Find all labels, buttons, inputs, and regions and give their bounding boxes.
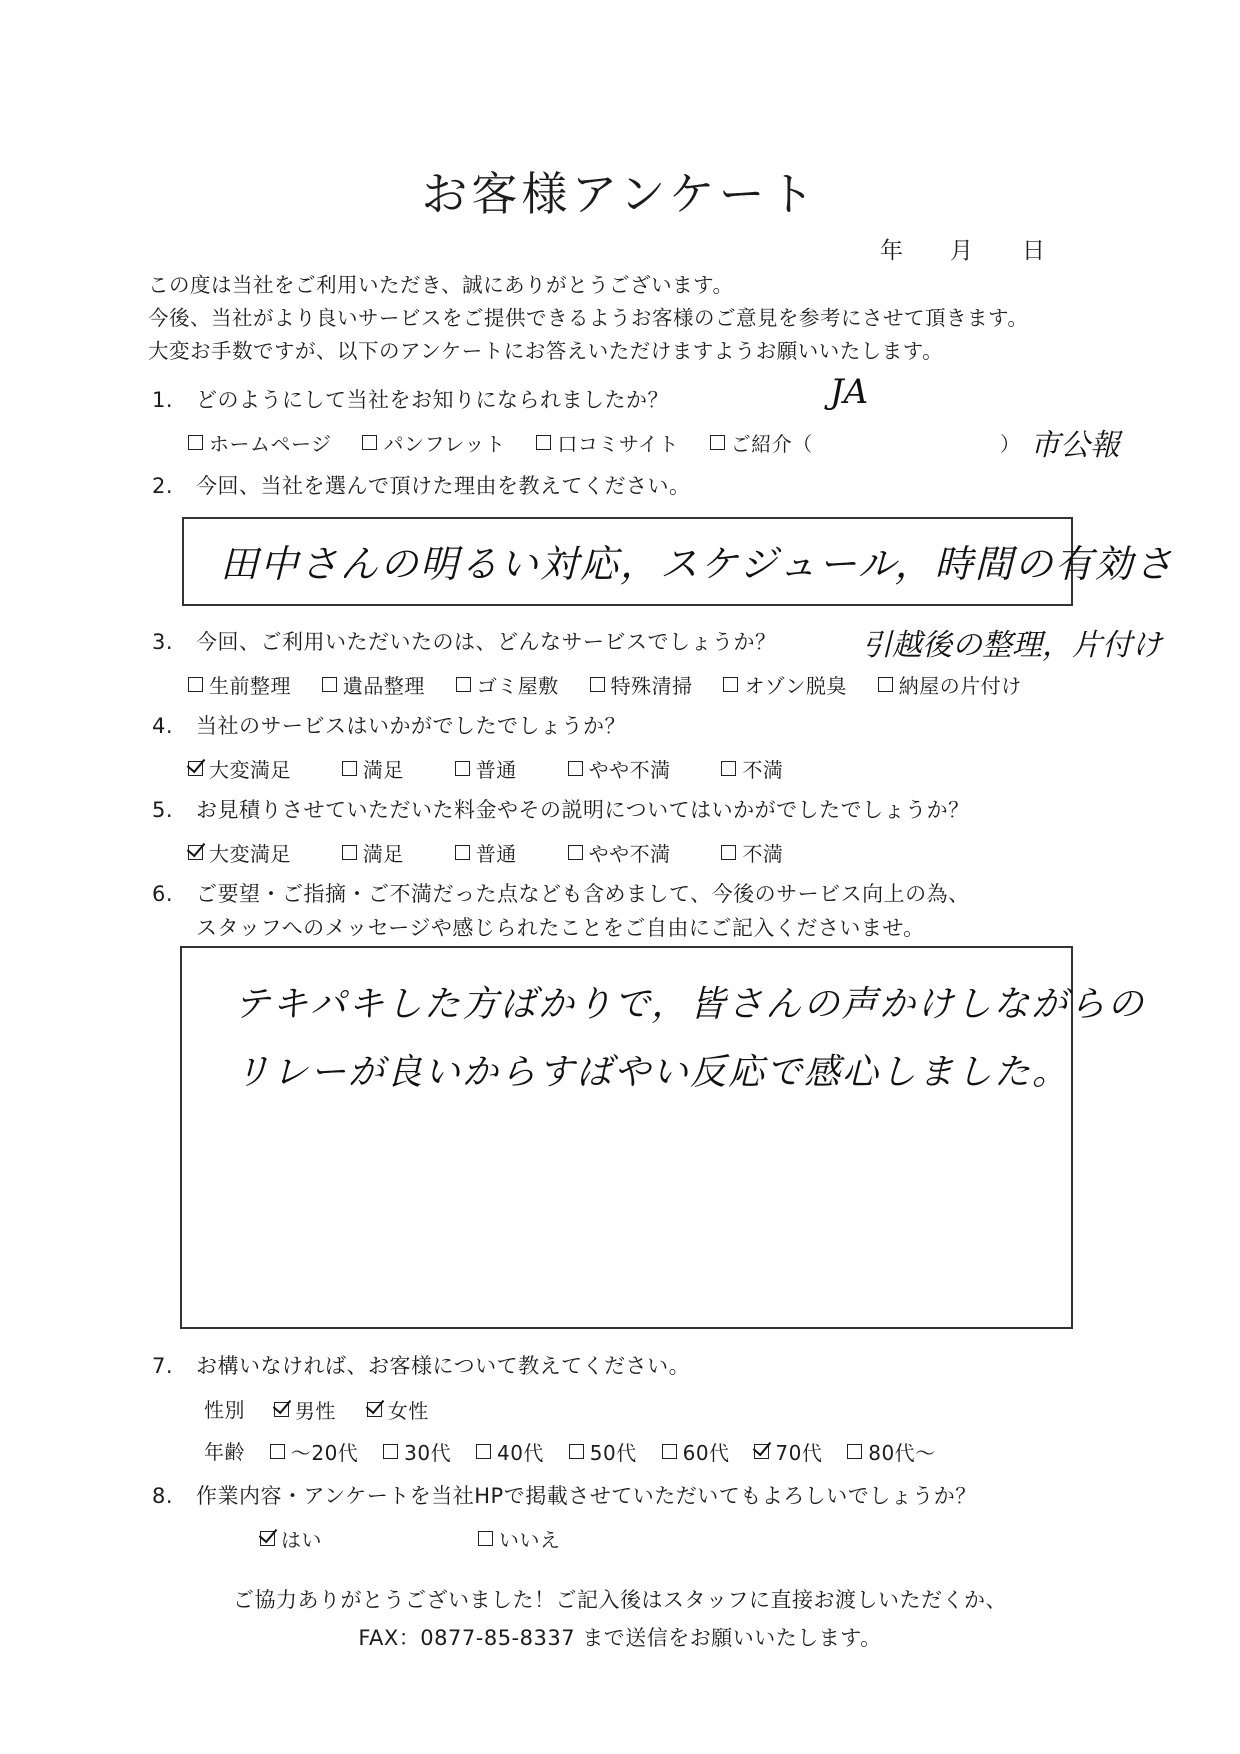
option-yes[interactable] xyxy=(260,1524,322,1553)
question-number: 8. xyxy=(152,1484,174,1508)
option-label: オゾン脱臭 xyxy=(744,674,847,698)
question-1 xyxy=(152,384,669,414)
option-label: はい xyxy=(281,1528,322,1552)
question-text: ご要望・ご指摘・ご不満だった点なども含めまして、今後のサービス向上の為、 xyxy=(196,882,970,906)
handwritten-note: JA xyxy=(830,372,869,412)
question-6 xyxy=(152,878,970,908)
gender-label: 性別 xyxy=(204,1398,245,1422)
question-6-line2: スタッフへのメッセージや感じられたことをご自由にご記入くださいませ。 xyxy=(196,916,925,940)
option-label: 30代 xyxy=(404,1441,452,1465)
checkbox[interactable] xyxy=(342,845,357,860)
q3-options xyxy=(188,670,1046,699)
option-special-cleaning[interactable] xyxy=(590,670,693,699)
checkbox[interactable] xyxy=(362,435,377,450)
answer-box-q6[interactable] xyxy=(180,946,1146,1329)
option-label: 大変満足 xyxy=(209,758,291,782)
option-somewhat-dissatisfied[interactable] xyxy=(568,754,671,783)
checkbox[interactable] xyxy=(455,845,470,860)
question-number: 5. xyxy=(152,798,174,822)
footer-line: ご協力ありがとうございました！ご記入後はスタッフに直接お渡しいただくか、 xyxy=(233,1588,1007,1612)
option-label: 不満 xyxy=(742,842,784,866)
date-day-label: 日 xyxy=(1022,238,1045,264)
option-label: 普通 xyxy=(475,758,517,782)
question-text: 作業内容・アンケートを当社HPで掲載させていただいてもよろしいでしょうか？ xyxy=(196,1484,977,1508)
option-label: 満足 xyxy=(362,758,404,782)
footer-line: FAX：0877-85-8337 まで送信をお願いいたします。 xyxy=(358,1626,882,1650)
option-label: 〜20代 xyxy=(290,1441,359,1465)
question-number: 1. xyxy=(152,388,174,412)
option-age-50s[interactable] xyxy=(569,1437,637,1466)
handwritten-note: 市公報 xyxy=(1030,428,1120,463)
paren-close: ） xyxy=(1000,432,1021,456)
checkbox[interactable] xyxy=(188,677,203,692)
option-label: 70代 xyxy=(775,1441,823,1465)
age-row xyxy=(204,1436,960,1466)
checkbox[interactable] xyxy=(569,1444,584,1459)
option-somewhat-dissatisfied[interactable] xyxy=(568,838,671,867)
checkbox[interactable] xyxy=(270,1444,285,1459)
option-very-satisfied[interactable] xyxy=(188,838,291,867)
checkbox-checked[interactable] xyxy=(754,1444,769,1459)
checkbox[interactable] xyxy=(710,435,725,450)
option-satisfied[interactable] xyxy=(342,838,404,867)
question-8 xyxy=(152,1480,977,1510)
option-male[interactable] xyxy=(274,1395,336,1424)
option-label: 女性 xyxy=(387,1399,429,1423)
date-year-label: 年 xyxy=(880,238,903,264)
question-text: 当社のサービスはいかがでしたでしょうか？ xyxy=(196,714,626,738)
checkbox[interactable] xyxy=(455,761,470,776)
checkbox[interactable] xyxy=(568,761,583,776)
handwritten-answer: 田中さんの明るい対応，スケジュール，時間の有効さ xyxy=(220,542,1175,586)
question-number: 7. xyxy=(152,1354,174,1378)
option-label: 口コミサイト xyxy=(557,432,679,456)
option-estate-arrangement[interactable] xyxy=(322,670,425,699)
option-label: 特殊清掃 xyxy=(610,674,693,698)
option-review-site[interactable] xyxy=(536,428,679,457)
option-dissatisfied[interactable] xyxy=(721,754,783,783)
date-month-label: 月 xyxy=(950,238,973,264)
option-label: 満足 xyxy=(362,842,404,866)
option-label: 大変満足 xyxy=(209,842,291,866)
question-2 xyxy=(152,470,691,500)
checkbox[interactable] xyxy=(568,845,583,860)
option-label: ホームページ xyxy=(209,432,332,456)
question-7 xyxy=(152,1350,690,1380)
handwritten-note: 引越後の整理，片付け xyxy=(862,628,1162,663)
option-dissatisfied[interactable] xyxy=(721,838,783,867)
option-no[interactable] xyxy=(478,1524,561,1553)
question-3 xyxy=(152,626,777,656)
option-label: 遺品整理 xyxy=(342,674,425,698)
intro-line: 今後、当社がより良いサービスをご提供できるようお客様のご意見を参考にさせて頂きます。 xyxy=(148,306,1029,330)
option-label: いいえ xyxy=(499,1528,561,1552)
option-label: 不満 xyxy=(742,758,784,782)
handwritten-answer: テキパキした方ばかりで，皆さんの声かけしながらの xyxy=(234,984,1146,1025)
checkbox[interactable] xyxy=(723,677,738,692)
option-label: 40代 xyxy=(496,1441,544,1465)
question-text: 今回、当社を選んで頂けた理由を教えてください。 xyxy=(196,474,691,498)
question-text: どのようにして当社をお知りになられましたか？ xyxy=(196,388,669,412)
option-label: ゴミ屋敷 xyxy=(476,674,559,698)
option-label: やや不満 xyxy=(588,842,671,866)
option-living-arrangement[interactable] xyxy=(188,670,291,699)
option-very-satisfied[interactable] xyxy=(188,754,291,783)
checkbox[interactable] xyxy=(342,761,357,776)
age-label: 年齢 xyxy=(204,1440,245,1464)
option-label: やや不満 xyxy=(588,758,671,782)
option-pamphlet[interactable] xyxy=(362,428,505,457)
intro-line: この度は当社をご利用いただき、誠にありがとうございます。 xyxy=(148,273,734,297)
checkbox[interactable] xyxy=(478,1531,493,1546)
checkbox-checked[interactable] xyxy=(188,845,203,860)
q8-option-no[interactable] xyxy=(478,1524,585,1553)
q5-options xyxy=(188,838,807,867)
option-label: 60代 xyxy=(682,1441,730,1465)
checkbox-checked[interactable] xyxy=(260,1531,275,1546)
q1-options xyxy=(188,428,837,457)
checkbox[interactable] xyxy=(721,845,736,860)
checkbox[interactable] xyxy=(476,1444,491,1459)
question-5 xyxy=(152,794,970,824)
checkbox[interactable] xyxy=(590,677,605,692)
question-text: 今回、ご利用いただいたのは、どんなサービスでしょうか？ xyxy=(196,630,777,654)
option-normal[interactable] xyxy=(455,838,517,867)
question-text: お見積りさせていただいた料金やその説明についてはいかがでしたでしょうか？ xyxy=(196,798,970,822)
checkbox[interactable] xyxy=(322,677,337,692)
page-title: お客様アンケート xyxy=(421,167,819,221)
q4-options xyxy=(188,754,807,783)
option-garbage-house[interactable] xyxy=(456,670,559,699)
question-number: 4. xyxy=(152,714,174,738)
checkbox[interactable] xyxy=(721,761,736,776)
question-text: お構いなければ、お客様について教えてください。 xyxy=(196,1354,691,1378)
answer-box-q2[interactable] xyxy=(182,517,1175,606)
question-number: 6. xyxy=(152,882,174,906)
question-number: 3. xyxy=(152,630,174,654)
checkbox[interactable] xyxy=(188,435,203,450)
option-label: 80代〜 xyxy=(868,1441,936,1465)
option-homepage[interactable] xyxy=(188,428,332,457)
option-label: 生前整理 xyxy=(209,674,291,698)
checkbox-checked[interactable] xyxy=(367,1402,382,1417)
checkbox[interactable] xyxy=(662,1444,677,1459)
option-satisfied[interactable] xyxy=(342,754,404,783)
option-ozone-deodorize[interactable] xyxy=(723,670,847,699)
option-label: ご紹介（ xyxy=(730,432,813,456)
checkbox-checked[interactable] xyxy=(188,761,203,776)
option-age-30s[interactable] xyxy=(383,1437,451,1466)
question-number: 2. xyxy=(152,474,174,498)
checkbox[interactable] xyxy=(383,1444,398,1459)
option-age-40s[interactable] xyxy=(476,1437,544,1466)
option-referral[interactable] xyxy=(710,428,813,457)
option-label: 男性 xyxy=(294,1399,336,1423)
option-female[interactable] xyxy=(367,1395,429,1424)
gender-row xyxy=(204,1394,453,1424)
checkbox-checked[interactable] xyxy=(274,1402,289,1417)
option-barn-cleanup[interactable] xyxy=(878,670,1022,699)
checkbox[interactable] xyxy=(847,1444,862,1459)
option-label: 普通 xyxy=(475,842,517,866)
option-age-under20[interactable] xyxy=(270,1437,358,1466)
checkbox[interactable] xyxy=(878,677,893,692)
option-age-70s[interactable] xyxy=(754,1437,822,1466)
option-normal[interactable] xyxy=(455,754,517,783)
intro-line: 大変お手数ですが、以下のアンケートにお答えいただけますようお願いいたします。 xyxy=(148,339,944,363)
q8-option-yes[interactable] xyxy=(260,1524,346,1553)
checkbox[interactable] xyxy=(536,435,551,450)
question-4 xyxy=(152,710,626,740)
checkbox[interactable] xyxy=(456,677,471,692)
option-label: 50代 xyxy=(589,1441,637,1465)
handwritten-answer: リレーが良いからすばやい反応で感心しました。 xyxy=(234,1052,1071,1093)
option-label: パンフレット xyxy=(383,432,506,456)
option-age-60s[interactable] xyxy=(662,1437,730,1466)
option-age-80plus[interactable] xyxy=(847,1437,935,1466)
option-label: 納屋の片付け xyxy=(898,674,1022,698)
